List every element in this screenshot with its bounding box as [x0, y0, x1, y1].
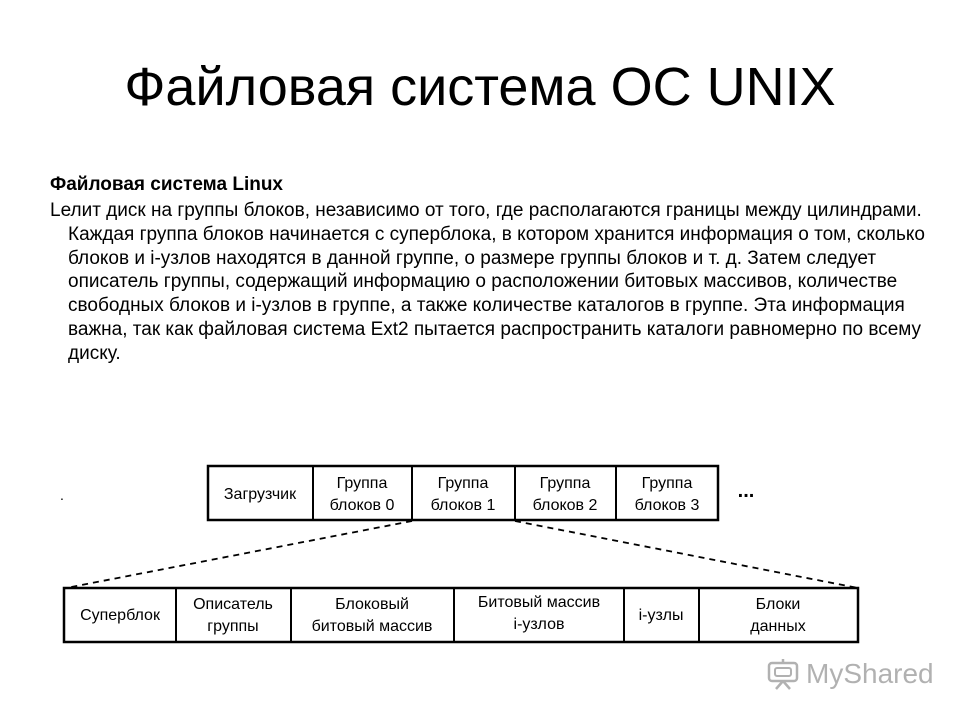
top-cell-group3-line2: блоков 3 — [634, 497, 700, 514]
top-cell-group2-line2: блоков 2 — [532, 497, 598, 514]
expansion-line-right — [515, 521, 858, 588]
top-cell-bootloader: Загрузчик — [223, 486, 297, 503]
top-cell-group1-line1: Группа — [437, 475, 489, 492]
body-paragraph: Lелит диск на группы блоков, независимо от того, где располагаются границы между цилиндрами. Каждая группа блоков начинается с суперблока, в котором хранится информация о том, сколько блоков и i-узлов находятся в данной группе, о размере группы блоков и т. д. Затем следует описатель группы, содержащий информацию о расположении битовых массивов, количестве свободных блоков и i-узлов в группе, а также количестве каталогов в группе. Эта информация важна, так как файловая система Ext2 пытается распространить каталоги равномерно по всему диску. — [50, 200, 926, 364]
bottom-cell-inodes: i-узлы — [638, 607, 684, 624]
top-cell-group0-line1: Группа — [336, 475, 388, 492]
slide-title: Файловая система ОС UNIX — [124, 57, 836, 117]
bottom-cell-data-blocks-line1: Блоки — [755, 596, 801, 613]
presentation-board-icon — [766, 657, 800, 691]
top-cell-group0-line2: блоков 0 — [329, 497, 395, 514]
top-ellipsis: ... — [737, 480, 755, 502]
bottom-cell-inode-bitmap-line2: i-узлов — [513, 616, 565, 633]
top-cell-group2-line1: Группа — [539, 475, 591, 492]
slide-subtitle: Файловая система Linux — [50, 174, 284, 195]
watermark-text: MyShared — [806, 658, 934, 689]
watermark — [766, 654, 934, 694]
bottom-cell-inode-bitmap-line1: Битовый массив — [477, 594, 601, 611]
top-cell-group1-line2: блоков 1 — [430, 497, 496, 514]
expansion-line-left — [66, 521, 412, 588]
bottom-cell-block-bitmap-line2: битовый массив — [311, 618, 433, 635]
bottom-cell-descriptor-line1: Описатель — [193, 596, 273, 613]
stray-mark: . — [60, 487, 64, 503]
bottom-cell-block-bitmap-line1: Блоковый — [335, 596, 409, 613]
bottom-cell-descriptor-line2: группы — [207, 618, 259, 635]
top-cell-group3-line1: Группа — [641, 475, 693, 492]
bottom-row-box — [64, 588, 858, 642]
bottom-cell-superblock: Суперблок — [80, 607, 160, 624]
bottom-cell-data-blocks-line2: данных — [750, 618, 806, 635]
